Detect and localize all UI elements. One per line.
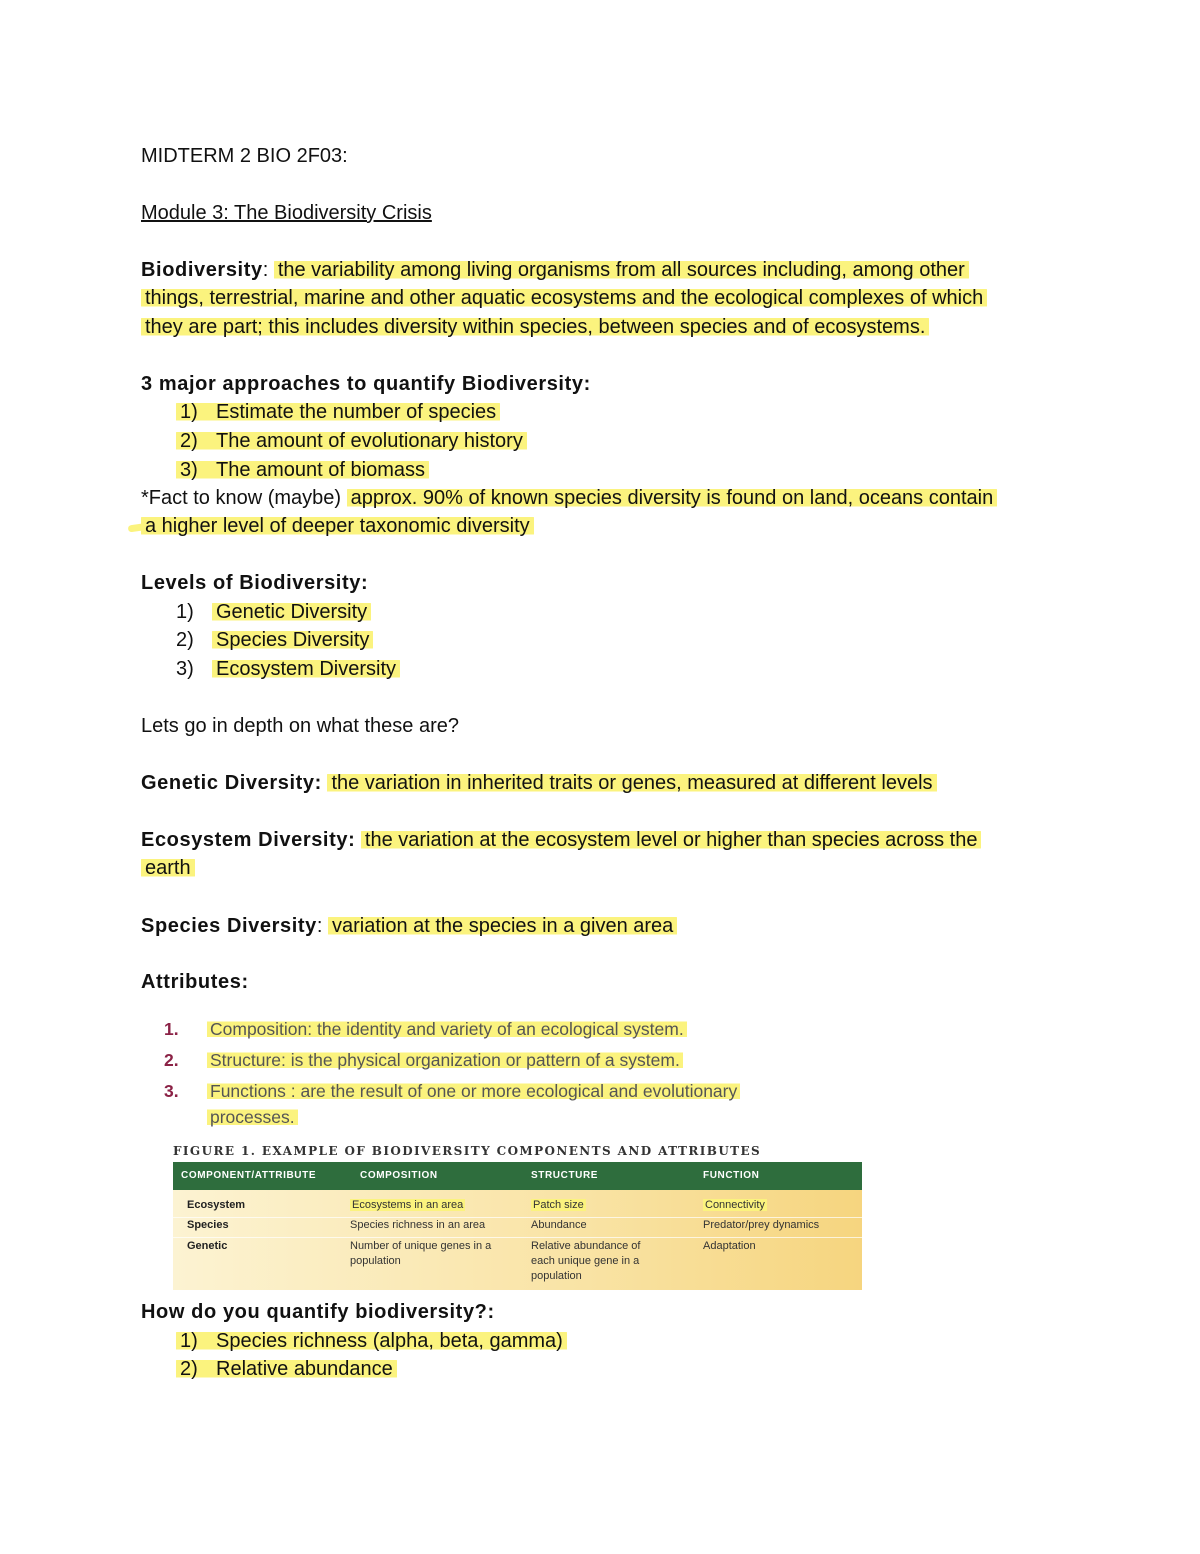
fact-line-2: [141, 512, 534, 540]
ecosystem-def-1: the variation at the ecosystem level or higher than species across the: [361, 829, 982, 851]
attribute-item-2: [164, 1045, 683, 1076]
attribute-number: 2.: [164, 1050, 179, 1070]
biodiversity-sep: :: [262, 259, 274, 281]
list-number: 3): [176, 658, 194, 680]
fact-text-1: approx. 90% of known species diversity is found on land, oceans contain: [347, 487, 998, 509]
row-divider: [173, 1237, 862, 1238]
list-number: 1): [180, 1330, 198, 1352]
cell-structure-3: population: [531, 1270, 582, 1282]
list-text: The amount of evolutionary history: [216, 430, 523, 452]
biodiversity-def-1: the variability among living organisms from all sources including, among other: [274, 259, 969, 281]
biodiversity-term: Biodiversity: [141, 259, 263, 281]
list-text: Species Diversity: [212, 629, 373, 651]
attributes-heading: Attributes:: [141, 971, 249, 993]
cell-ecosystem: Ecosystem: [187, 1199, 246, 1211]
cell-composition: Species richness in an area: [350, 1219, 486, 1231]
header-function: FUNCTION: [703, 1170, 760, 1181]
page-title: MIDTERM 2 BIO 2F03:: [141, 145, 348, 167]
list-number: 1): [180, 401, 198, 423]
cell-composition-1: Number of unique genes in a: [350, 1240, 492, 1252]
genetic-term: Genetic Diversity:: [141, 772, 322, 794]
list-text: Estimate the number of species: [216, 401, 497, 423]
approach-item-3: [176, 456, 429, 484]
cell-structure: Abundance: [531, 1219, 587, 1231]
attribute-number: 1.: [164, 1019, 179, 1039]
level-item-2: [176, 626, 373, 654]
cell-structure-1: Relative abundance of: [531, 1240, 641, 1252]
level-item-3: [176, 655, 400, 683]
cell-structure: Patch size: [533, 1199, 584, 1211]
ecosystem-term: Ecosystem Diversity:: [141, 829, 356, 851]
list-number: 3): [180, 459, 198, 481]
figure-title: FIGURE 1. EXAMPLE OF BIODIVERSITY COMPONENTS AND ATTRIBUTES: [173, 1144, 762, 1158]
cell-composition: Ecosystems in an area: [352, 1199, 464, 1211]
genetic-def: the variation in inherited traits or genes, measured at different levels: [327, 772, 936, 794]
species-definition: [141, 912, 677, 940]
attribute-item-1: [164, 1014, 687, 1045]
approaches-heading: 3 major approaches to quantify Biodiversity:: [141, 373, 591, 395]
quantify-item-2: [176, 1355, 397, 1383]
list-number: 2): [180, 1358, 198, 1380]
fact-line-1: [141, 484, 997, 512]
levels-heading: Levels of Biodiversity:: [141, 572, 369, 594]
quantify-item-1: [176, 1327, 567, 1355]
attribute-text: processes.: [207, 1107, 298, 1127]
module-heading: Module 3: The Biodiversity Crisis: [141, 202, 432, 224]
ecosystem-def-2: earth: [141, 857, 195, 879]
cell-function: Connectivity: [705, 1199, 765, 1211]
species-def: variation at the species in a given area: [328, 915, 677, 937]
cell-composition-2: population: [350, 1255, 401, 1267]
list-number: 1): [176, 601, 194, 623]
biodiversity-line-1: [141, 256, 969, 284]
fact-prefix: *Fact to know (maybe): [141, 487, 347, 509]
biodiversity-line-2: [141, 284, 987, 312]
figure-header-row: [173, 1162, 862, 1190]
fact-text-2: a higher level of deeper taxonomic diversity: [141, 515, 534, 537]
list-text: Relative abundance: [216, 1358, 393, 1380]
header-component: COMPONENT/ATTRIBUTE: [181, 1170, 317, 1181]
list-text: Genetic Diversity: [212, 601, 371, 623]
biodiversity-def-3: they are part; this includes diversity within species, between species and of ecosystems.: [141, 316, 929, 338]
species-sep: :: [316, 915, 328, 937]
header-composition: COMPOSITION: [360, 1170, 438, 1181]
cell-genetic: Genetic: [187, 1240, 228, 1252]
header-structure: STRUCTURE: [531, 1170, 599, 1181]
level-item-1: [176, 598, 371, 626]
list-number: 2): [176, 629, 194, 651]
cell-structure-2: each unique gene in a: [531, 1255, 640, 1267]
list-number: 2): [180, 430, 198, 452]
attribute-item-3-cont: [207, 1102, 298, 1133]
list-text: The amount of biomass: [216, 459, 425, 481]
attribute-text: Structure: is the physical organization or pattern of a system.: [207, 1050, 683, 1070]
ecosystem-definition-1: [141, 826, 981, 854]
quantify-heading: How do you quantify biodiversity?:: [141, 1301, 495, 1323]
cell-function: Adaptation: [703, 1240, 756, 1252]
approach-item-2: [176, 427, 527, 455]
approach-item-1: [176, 398, 500, 426]
attribute-text: Functions : are the result of one or more ecological and evolutionary: [207, 1081, 740, 1101]
ecosystem-definition-2: [141, 854, 195, 882]
biodiversity-line-3: [141, 313, 929, 341]
list-text: Ecosystem Diversity: [212, 658, 400, 680]
list-text: Species richness (alpha, beta, gamma): [216, 1330, 563, 1352]
cell-species: Species: [187, 1219, 229, 1231]
genetic-definition: [141, 769, 937, 797]
attribute-text: Composition: the identity and variety of an ecological system.: [207, 1019, 687, 1039]
figure-table: [173, 1162, 862, 1290]
species-term: Species Diversity: [141, 915, 317, 937]
question-line: Lets go in depth on what these are?: [141, 715, 460, 737]
attribute-number: 3.: [164, 1081, 179, 1101]
cell-function: Predator/prey dynamics: [703, 1219, 820, 1231]
biodiversity-def-2: things, terrestrial, marine and other aquatic ecosystems and the ecological complexes of which: [141, 287, 987, 309]
